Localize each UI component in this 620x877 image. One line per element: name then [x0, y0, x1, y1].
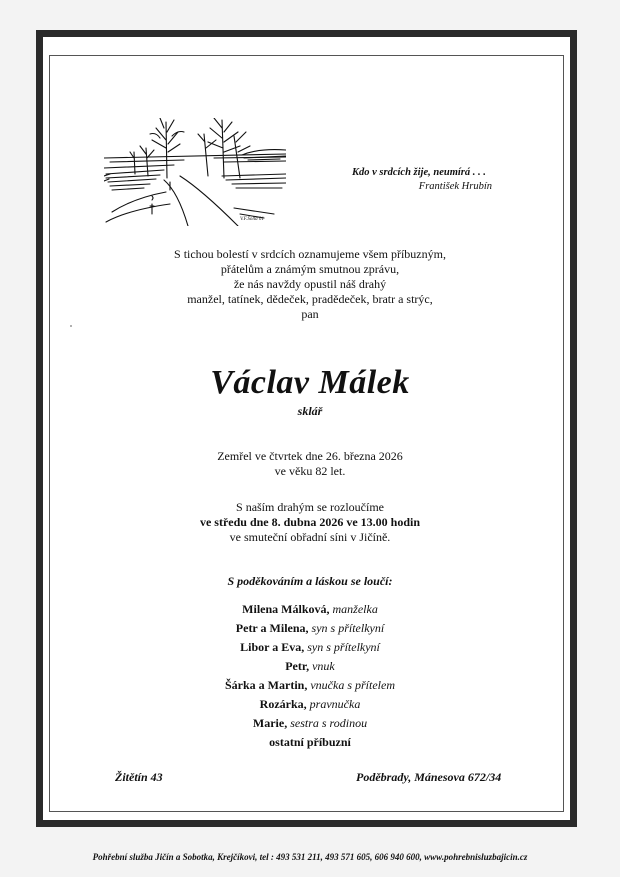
death-date: Zemřel ve čtvrtek dne 26. března 2026: [217, 449, 403, 463]
motto-quote: Kdo v srdcích žije, neumírá . . .: [352, 167, 486, 178]
mourner-row: [0, 676, 620, 695]
paper-speck: [70, 325, 72, 327]
mourner-relation: sestra s rodinou: [290, 716, 368, 730]
mourner-row: [0, 695, 620, 714]
mourner-name: Milena Málková,: [242, 602, 330, 616]
mourner-row: [0, 619, 620, 638]
address-left: Žitětín 43: [115, 770, 163, 784]
announcement-line: pan: [301, 307, 319, 321]
announcement: [0, 247, 620, 322]
mourners-list: [0, 600, 620, 752]
mourner-relation: syn s přítelkyní: [311, 621, 385, 635]
mourner-relation: vnučka s přítelem: [310, 678, 395, 692]
death-age: ve věku 82 let.: [274, 464, 346, 478]
mourner-name: Petr,: [285, 659, 310, 673]
funeral-info: [0, 500, 620, 545]
announcement-line: S tichou bolestí v srdcích oznamujeme všem příbuzným,: [174, 247, 446, 261]
mourner-name: Šárka a Martin,: [225, 678, 308, 692]
funeral-service-footer: Pohřební služba Jičín a Sobotka, Krejčíkovi, tel : 493 531 211, 493 571 605, 606 940 600, www.pohrebnisluzbajicin.cz: [92, 852, 528, 862]
mourner-name: ostatní příbuzní: [269, 735, 351, 749]
mourner-row: [0, 600, 620, 619]
announcement-line: manžel, tatínek, dědeček, pradědeček, bratr a strýc,: [187, 292, 433, 306]
announcement-line: že nás navždy opustil náš drahý: [233, 277, 387, 291]
svg-text:V.F.Šolta 01: V.F.Šolta 01: [240, 217, 264, 222]
mourner-name: Marie,: [252, 716, 288, 730]
mourner-name: Petr a Milena,: [235, 621, 309, 635]
mourner-relation: pravnučka: [309, 697, 361, 711]
motto: [352, 166, 492, 194]
funeral-intro: S naším drahým se rozloučíme: [236, 500, 384, 514]
mourner-relation: manželka: [332, 602, 378, 616]
mourner-name: Rozárka,: [259, 697, 307, 711]
mourner-row: [0, 733, 620, 752]
announcement-line: přátelům a známým smutnou zprávu,: [220, 262, 400, 276]
deceased-name: Václav Málek: [210, 364, 410, 401]
mourner-name: Libor a Eva,: [240, 640, 305, 654]
farewell-heading: S poděkováním a láskou se loučí:: [227, 574, 393, 588]
mourner-row: [0, 657, 620, 676]
death-info: [0, 449, 620, 479]
funeral-datetime: ve středu dne 8. dubna 2026 ve 13.00 hodin: [199, 515, 421, 529]
address-right: Poděbrady, Mánesova 672/34: [356, 770, 502, 784]
mourner-relation: syn s přítelkyní: [307, 640, 380, 654]
funeral-place: ve smuteční obřadní síni v Jičíně.: [229, 530, 391, 544]
deceased-profession: sklář: [297, 404, 323, 418]
motto-author: František Hrubín: [418, 181, 492, 192]
landscape-sketch-icon: [104, 118, 286, 226]
mourner-relation: vnuk: [312, 659, 335, 673]
mourner-row: [0, 714, 620, 733]
mourner-row: [0, 638, 620, 657]
